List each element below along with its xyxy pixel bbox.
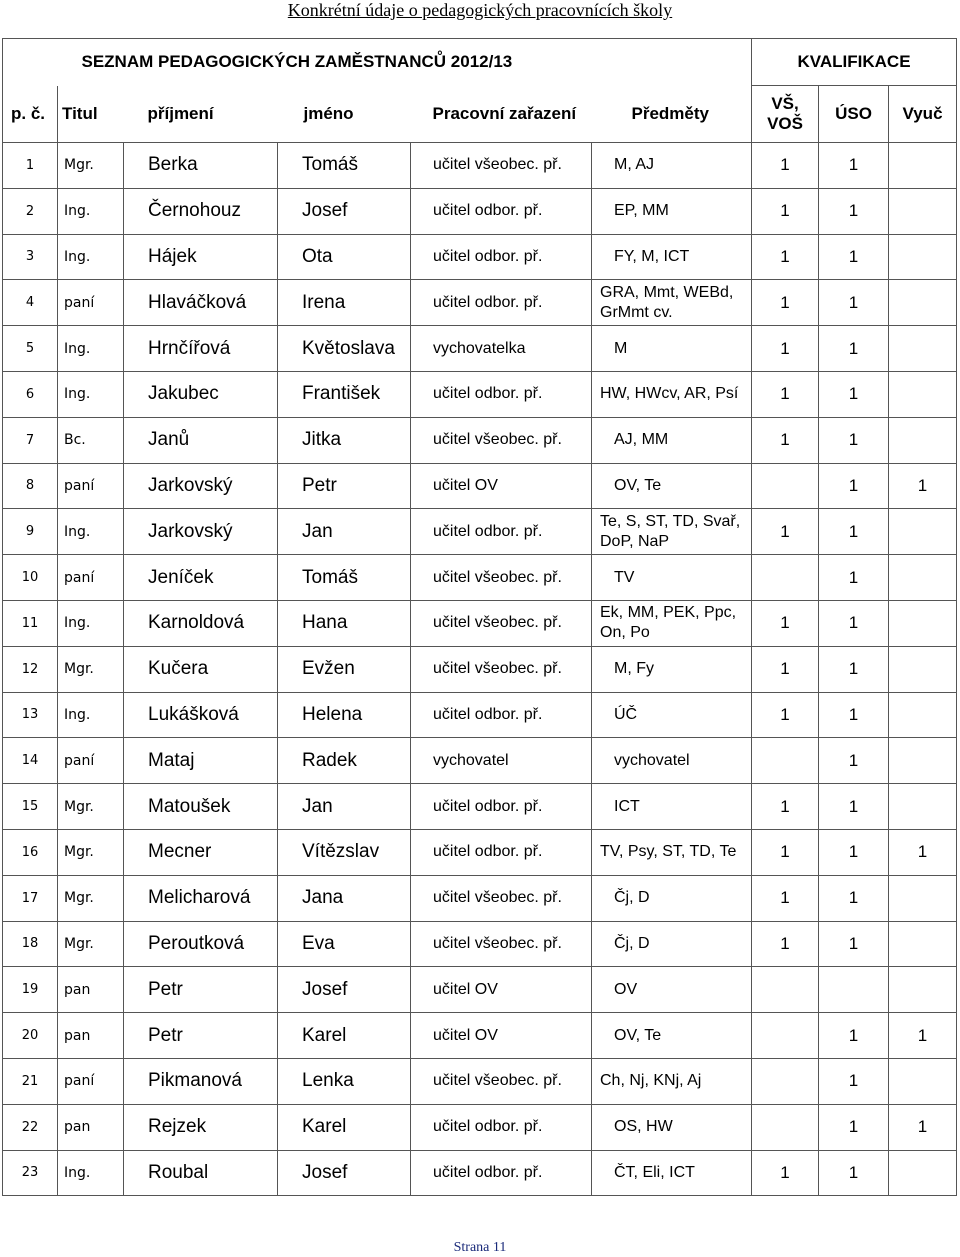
cell-vs <box>752 967 819 1013</box>
cell-vyuc <box>889 326 957 372</box>
table-row <box>3 234 957 280</box>
cell-vs: 1 <box>752 921 819 967</box>
cell-vs: 1 <box>752 143 819 189</box>
cell-subjects: HW, HWcv, AR, Psí <box>592 371 752 417</box>
cell-vs: 1 <box>752 509 819 555</box>
cell-titul: Ing. <box>58 371 124 417</box>
cell-titul: pan <box>58 1104 124 1150</box>
header-row-title <box>3 39 957 86</box>
cell-subjects: TV <box>592 555 752 601</box>
cell-surname: Hlaváčková <box>124 280 278 326</box>
cell-subjects: OV, Te <box>592 1013 752 1059</box>
table-row <box>3 600 957 646</box>
table-row <box>3 875 957 921</box>
cell-surname: Mecner <box>124 829 278 875</box>
cell-role: učitel odbor. př. <box>411 280 592 326</box>
cell-first-name: Karel <box>278 1104 411 1150</box>
cell-vyuc: 1 <box>889 829 957 875</box>
cell-titul: Ing. <box>58 509 124 555</box>
cell-first-name: Josef <box>278 188 411 234</box>
cell-vyuc <box>889 784 957 830</box>
cell-first-name: Josef <box>278 967 411 1013</box>
cell-role: učitel odbor. př. <box>411 692 592 738</box>
cell-role: učitel všeobec. př. <box>411 875 592 921</box>
cell-vyuc: 1 <box>889 1013 957 1059</box>
col-header-surname: příjmení <box>124 86 278 143</box>
cell-first-name: Jitka <box>278 417 411 463</box>
cell-role: učitel odbor. př. <box>411 1150 592 1196</box>
cell-titul: Ing. <box>58 1150 124 1196</box>
table-row <box>3 692 957 738</box>
cell-titul: pan <box>58 1013 124 1059</box>
cell-uso: 1 <box>819 463 889 509</box>
col-header-uso: ÚSO <box>819 86 889 143</box>
cell-vyuc <box>889 738 957 784</box>
cell-subjects: M, AJ <box>592 143 752 189</box>
cell-first-name: Josef <box>278 1150 411 1196</box>
cell-no: 18 <box>3 921 58 967</box>
cell-vs: 1 <box>752 371 819 417</box>
table-row <box>3 188 957 234</box>
cell-subjects: OS, HW <box>592 1104 752 1150</box>
cell-surname: Lukášková <box>124 692 278 738</box>
cell-uso: 1 <box>819 188 889 234</box>
cell-titul: Mgr. <box>58 921 124 967</box>
cell-vs <box>752 738 819 784</box>
cell-no: 11 <box>3 600 58 646</box>
cell-vyuc <box>889 509 957 555</box>
cell-no: 13 <box>3 692 58 738</box>
col-header-no: p. č. <box>3 86 58 143</box>
cell-vyuc <box>889 417 957 463</box>
cell-role: vychovatel <box>411 738 592 784</box>
cell-vyuc <box>889 646 957 692</box>
cell-uso: 1 <box>819 1058 889 1104</box>
cell-no: 8 <box>3 463 58 509</box>
cell-titul: paní <box>58 280 124 326</box>
cell-role: učitel všeobec. př. <box>411 143 592 189</box>
cell-vyuc: 1 <box>889 463 957 509</box>
cell-role: učitel OV <box>411 967 592 1013</box>
cell-subjects: ČT, Eli, ICT <box>592 1150 752 1196</box>
cell-vyuc <box>889 1150 957 1196</box>
cell-surname: Petr <box>124 967 278 1013</box>
cell-subjects: OV, Te <box>592 463 752 509</box>
cell-uso: 1 <box>819 1104 889 1150</box>
cell-no: 3 <box>3 234 58 280</box>
cell-vs <box>752 555 819 601</box>
cell-vyuc <box>889 875 957 921</box>
table-row <box>3 509 957 555</box>
col-header-vs: VŠ, VOŠ <box>752 86 819 143</box>
cell-first-name: Ota <box>278 234 411 280</box>
cell-role: učitel odbor. př. <box>411 234 592 280</box>
cell-role: učitel všeobec. př. <box>411 600 592 646</box>
cell-surname: Jarkovský <box>124 463 278 509</box>
cell-vyuc <box>889 692 957 738</box>
cell-vyuc <box>889 143 957 189</box>
cell-no: 17 <box>3 875 58 921</box>
cell-titul: Mgr. <box>58 784 124 830</box>
cell-no: 22 <box>3 1104 58 1150</box>
cell-no: 19 <box>3 967 58 1013</box>
table-row <box>3 280 957 326</box>
cell-titul: paní <box>58 463 124 509</box>
cell-role: učitel odbor. př. <box>411 188 592 234</box>
cell-uso: 1 <box>819 143 889 189</box>
cell-surname: Pikmanová <box>124 1058 278 1104</box>
cell-no: 7 <box>3 417 58 463</box>
cell-surname: Jakubec <box>124 371 278 417</box>
cell-titul: Ing. <box>58 692 124 738</box>
table-row <box>3 463 957 509</box>
cell-role: učitel odbor. př. <box>411 784 592 830</box>
qualification-group-header: KVALIFIKACE <box>752 39 957 86</box>
cell-vs: 1 <box>752 829 819 875</box>
cell-vyuc <box>889 555 957 601</box>
cell-titul: Ing. <box>58 188 124 234</box>
cell-role: učitel odbor. př. <box>411 509 592 555</box>
cell-uso: 1 <box>819 1150 889 1196</box>
cell-first-name: Vítězslav <box>278 829 411 875</box>
col-header-subjects: Předměty <box>592 86 752 143</box>
cell-vyuc: 1 <box>889 1104 957 1150</box>
cell-role: učitel odbor. př. <box>411 371 592 417</box>
cell-vyuc <box>889 1058 957 1104</box>
cell-vs <box>752 463 819 509</box>
cell-subjects: Ch, Nj, KNj, Aj <box>592 1058 752 1104</box>
cell-surname: Kučera <box>124 646 278 692</box>
cell-no: 12 <box>3 646 58 692</box>
cell-vs: 1 <box>752 1150 819 1196</box>
cell-uso: 1 <box>819 829 889 875</box>
cell-vs <box>752 1104 819 1150</box>
table-row <box>3 829 957 875</box>
table-row <box>3 1013 957 1059</box>
cell-titul: pan <box>58 967 124 1013</box>
cell-subjects: AJ, MM <box>592 417 752 463</box>
cell-subjects: ÚČ <box>592 692 752 738</box>
cell-vyuc <box>889 371 957 417</box>
cell-first-name: František <box>278 371 411 417</box>
cell-vs: 1 <box>752 280 819 326</box>
cell-no: 9 <box>3 509 58 555</box>
cell-surname: Melicharová <box>124 875 278 921</box>
col-header-titul: Titul <box>58 86 124 143</box>
cell-first-name: Květoslava <box>278 326 411 372</box>
cell-surname: Hrnčířová <box>124 326 278 372</box>
cell-surname: Černohouz <box>124 188 278 234</box>
cell-no: 6 <box>3 371 58 417</box>
cell-vyuc <box>889 921 957 967</box>
cell-vyuc <box>889 188 957 234</box>
cell-first-name: Karel <box>278 1013 411 1059</box>
cell-uso: 1 <box>819 692 889 738</box>
page-header: Konkrétní údaje o pedagogických pracovnících školy <box>287 0 673 20</box>
cell-subjects: GRA, Mmt, WEBd, GrMmt cv. <box>592 280 752 326</box>
cell-first-name: Lenka <box>278 1058 411 1104</box>
cell-surname: Peroutková <box>124 921 278 967</box>
cell-first-name: Hana <box>278 600 411 646</box>
cell-subjects: Te, S, ST, TD, Svař, DoP, NaP <box>592 509 752 555</box>
table-row <box>3 555 957 601</box>
cell-uso <box>819 967 889 1013</box>
cell-surname: Jarkovský <box>124 509 278 555</box>
cell-uso: 1 <box>819 280 889 326</box>
table-row <box>3 417 957 463</box>
cell-subjects: M, Fy <box>592 646 752 692</box>
cell-titul: Mgr. <box>58 829 124 875</box>
table-row <box>3 326 957 372</box>
cell-role: učitel všeobec. př. <box>411 417 592 463</box>
cell-titul: Ing. <box>58 234 124 280</box>
cell-role: učitel všeobec. př. <box>411 921 592 967</box>
cell-vs: 1 <box>752 326 819 372</box>
cell-titul: paní <box>58 555 124 601</box>
table-row <box>3 143 957 189</box>
col-header-name: jméno <box>278 86 411 143</box>
cell-subjects: M <box>592 326 752 372</box>
cell-uso: 1 <box>819 738 889 784</box>
cell-surname: Roubal <box>124 1150 278 1196</box>
cell-no: 23 <box>3 1150 58 1196</box>
cell-first-name: Radek <box>278 738 411 784</box>
cell-uso: 1 <box>819 875 889 921</box>
cell-role: učitel všeobec. př. <box>411 1058 592 1104</box>
cell-no: 2 <box>3 188 58 234</box>
cell-uso: 1 <box>819 509 889 555</box>
cell-vyuc <box>889 234 957 280</box>
cell-uso: 1 <box>819 600 889 646</box>
cell-subjects: Čj, D <box>592 921 752 967</box>
cell-role: učitel všeobec. př. <box>411 555 592 601</box>
cell-subjects: Ek, MM, PEK, Ppc, On, Po <box>592 600 752 646</box>
table-row <box>3 967 957 1013</box>
cell-vs: 1 <box>752 646 819 692</box>
cell-subjects: ICT <box>592 784 752 830</box>
cell-vyuc <box>889 280 957 326</box>
cell-vs: 1 <box>752 600 819 646</box>
table-row <box>3 1058 957 1104</box>
cell-first-name: Petr <box>278 463 411 509</box>
cell-vyuc <box>889 600 957 646</box>
cell-subjects: FY, M, ICT <box>592 234 752 280</box>
cell-uso: 1 <box>819 555 889 601</box>
cell-subjects: vychovatel <box>592 738 752 784</box>
cell-uso: 1 <box>819 417 889 463</box>
table-title: SEZNAM PEDAGOGICKÝCH ZAMĚSTNANCŮ 2012/13 <box>58 39 752 86</box>
cell-vs <box>752 1058 819 1104</box>
cell-role: učitel OV <box>411 1013 592 1059</box>
cell-surname: Rejzek <box>124 1104 278 1150</box>
cell-surname: Mataj <box>124 738 278 784</box>
cell-no: 16 <box>3 829 58 875</box>
cell-surname: Petr <box>124 1013 278 1059</box>
cell-first-name: Jana <box>278 875 411 921</box>
cell-titul: Mgr. <box>58 143 124 189</box>
cell-titul: Mgr. <box>58 646 124 692</box>
cell-no: 15 <box>3 784 58 830</box>
cell-first-name: Jan <box>278 509 411 555</box>
table-row <box>3 738 957 784</box>
cell-no: 10 <box>3 555 58 601</box>
cell-role: učitel všeobec. př. <box>411 646 592 692</box>
table-row <box>3 784 957 830</box>
cell-titul: paní <box>58 738 124 784</box>
cell-first-name: Evžen <box>278 646 411 692</box>
cell-titul: Ing. <box>58 600 124 646</box>
cell-first-name: Helena <box>278 692 411 738</box>
cell-titul: Bc. <box>58 417 124 463</box>
cell-no: 5 <box>3 326 58 372</box>
page-footer: Strana 11 <box>453 1240 507 1255</box>
staff-rows <box>3 143 957 1196</box>
header-row-columns <box>3 86 957 143</box>
cell-vs <box>752 1013 819 1059</box>
cell-surname: Hájek <box>124 234 278 280</box>
cell-first-name: Jan <box>278 784 411 830</box>
cell-uso: 1 <box>819 646 889 692</box>
cell-first-name: Tomáš <box>278 555 411 601</box>
table-row <box>3 921 957 967</box>
cell-uso: 1 <box>819 234 889 280</box>
cell-uso: 1 <box>819 326 889 372</box>
cell-first-name: Tomáš <box>278 143 411 189</box>
cell-vs: 1 <box>752 692 819 738</box>
cell-no: 1 <box>3 143 58 189</box>
cell-subjects: TV, Psy, ST, TD, Te <box>592 829 752 875</box>
cell-surname: Berka <box>124 143 278 189</box>
cell-first-name: Eva <box>278 921 411 967</box>
cell-role: učitel odbor. př. <box>411 829 592 875</box>
cell-surname: Jeníček <box>124 555 278 601</box>
col-header-vyuc: Vyuč <box>889 86 957 143</box>
cell-uso: 1 <box>819 1013 889 1059</box>
table-row <box>3 1104 957 1150</box>
cell-surname: Karnoldová <box>124 600 278 646</box>
cell-vs: 1 <box>752 417 819 463</box>
cell-titul: Ing. <box>58 326 124 372</box>
cell-first-name: Irena <box>278 280 411 326</box>
cell-subjects: EP, MM <box>592 188 752 234</box>
cell-uso: 1 <box>819 371 889 417</box>
cell-uso: 1 <box>819 921 889 967</box>
table-row <box>3 1150 957 1196</box>
cell-surname: Janů <box>124 417 278 463</box>
col-header-role: Pracovní zařazení <box>411 86 592 143</box>
cell-uso: 1 <box>819 784 889 830</box>
cell-role: učitel OV <box>411 463 592 509</box>
cell-vs: 1 <box>752 875 819 921</box>
cell-role: učitel odbor. př. <box>411 1104 592 1150</box>
cell-no: 14 <box>3 738 58 784</box>
cell-no: 21 <box>3 1058 58 1104</box>
cell-no: 4 <box>3 280 58 326</box>
table-row <box>3 646 957 692</box>
cell-titul: paní <box>58 1058 124 1104</box>
cell-surname: Matoušek <box>124 784 278 830</box>
staff-table <box>2 38 957 1196</box>
cell-role: vychovatelka <box>411 326 592 372</box>
cell-vyuc <box>889 967 957 1013</box>
cell-vs: 1 <box>752 188 819 234</box>
cell-subjects: Čj, D <box>592 875 752 921</box>
cell-subjects: OV <box>592 967 752 1013</box>
cell-vs: 1 <box>752 234 819 280</box>
table-row <box>3 371 957 417</box>
cell-no: 20 <box>3 1013 58 1059</box>
cell-titul: Mgr. <box>58 875 124 921</box>
cell-vs: 1 <box>752 784 819 830</box>
